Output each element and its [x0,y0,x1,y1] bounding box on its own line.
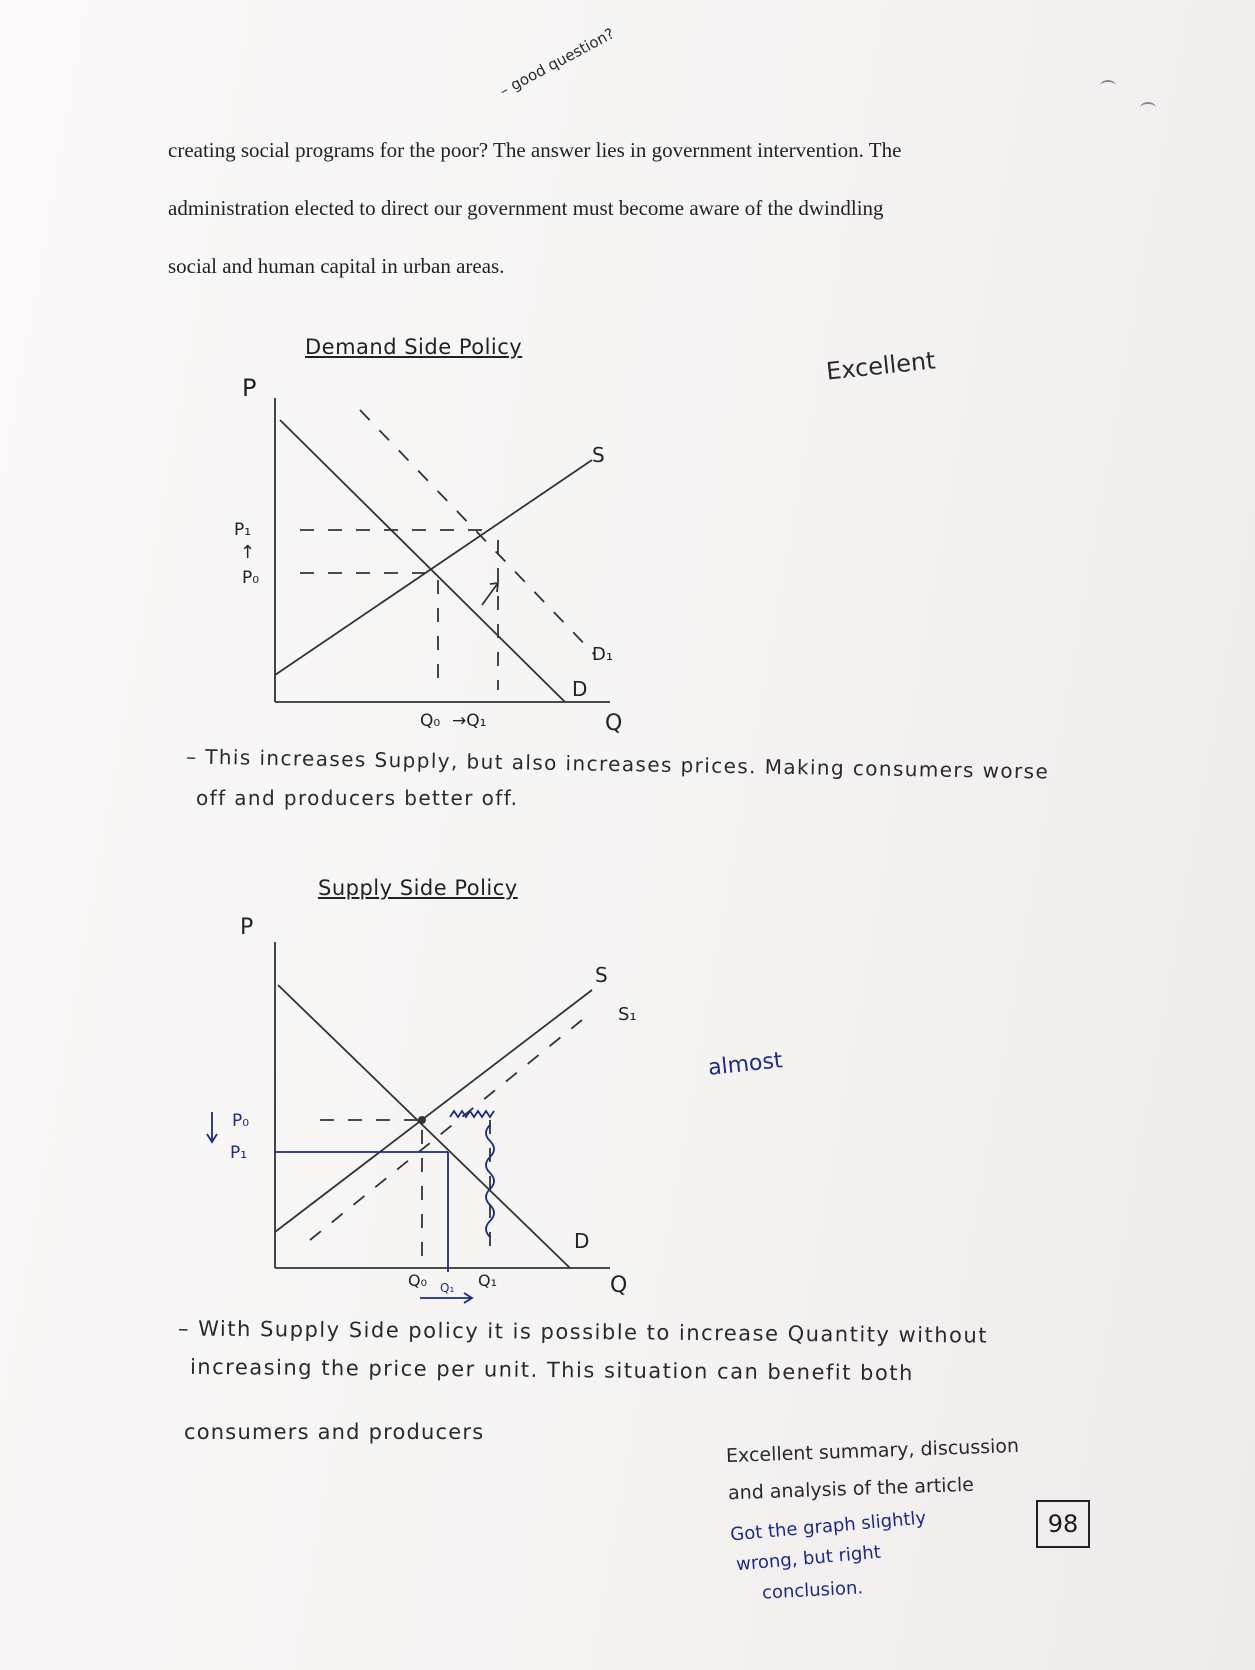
d-label: D [574,1229,590,1253]
score-box: 98 [1036,1500,1090,1548]
q1-label: Q₁ [478,1271,498,1290]
supply-graph-title: Supply Side Policy [318,876,518,900]
typed-line: social and human capital in urban areas. [168,254,505,278]
supply-note-line: – With Supply Side policy it is possible to increase Quantity without [177,1316,989,1348]
s-label: S [592,443,605,467]
supply-curve [275,990,592,1232]
q1-corrected-label: Q₁ [440,1281,455,1295]
demand-note-line: – This increases Supply, but also increases prices. Making consumers worse [185,744,1050,784]
q0-label: Q₀ [408,1271,428,1290]
q0-label: Q₀ [420,711,441,731]
typed-line: administration elected to direct our government must become aware of the dwindling [168,196,884,220]
grader-comment: conclusion. [761,1577,864,1604]
d-label: D [572,677,588,701]
p0-label: P₀ [242,568,260,588]
p0-label: P₀ [232,1111,250,1131]
d1-label: D₁ [592,644,614,665]
q-axis-label: Q [605,711,623,736]
supply-note-line: increasing the price per unit. This situation can benefit both [189,1354,914,1386]
demand-note-line: off and producers better off. [196,786,519,810]
grader-summary: Excellent summary, discussion [725,1434,1020,1468]
excellent-note: Excellent [824,346,937,386]
supply-side-graph [200,915,640,1298]
p1-label: P₁ [234,520,252,540]
almost-note: almost [706,1048,784,1081]
s-label: S [595,963,608,987]
staple-mark [1100,80,1116,92]
demand-curve [280,420,565,702]
supply-curve [275,460,592,675]
staple-mark [1140,102,1156,114]
s1-label: S₁ [618,1004,637,1025]
p1-label: P₁ [230,1143,248,1163]
shift-arrow [482,583,498,605]
price-up-arrow: ↑ [240,542,256,563]
good-question-note: – good question? [496,24,618,100]
supply-curve-shifted [310,1020,582,1240]
supply-note-line: consumers and producers [184,1420,485,1444]
typed-line: creating social programs for the poor? The answer lies in government intervention. The [168,138,902,162]
p-axis-label: P [242,374,257,402]
p-axis-label: P [240,915,254,940]
q-axis-label: Q [610,1273,628,1298]
grader-comment: wrong, but right [735,1541,882,1576]
scribble [450,1111,494,1117]
grader-comment: Got the graph slightly [729,1507,927,1546]
demand-curve [278,985,570,1268]
q1-label: →Q₁ [452,711,487,731]
demand-curve-shifted [360,410,595,655]
demand-graph-title: Demand Side Policy [305,335,523,359]
demand-side-graph [220,374,640,740]
grader-summary: and analysis of the article [727,1473,975,1505]
